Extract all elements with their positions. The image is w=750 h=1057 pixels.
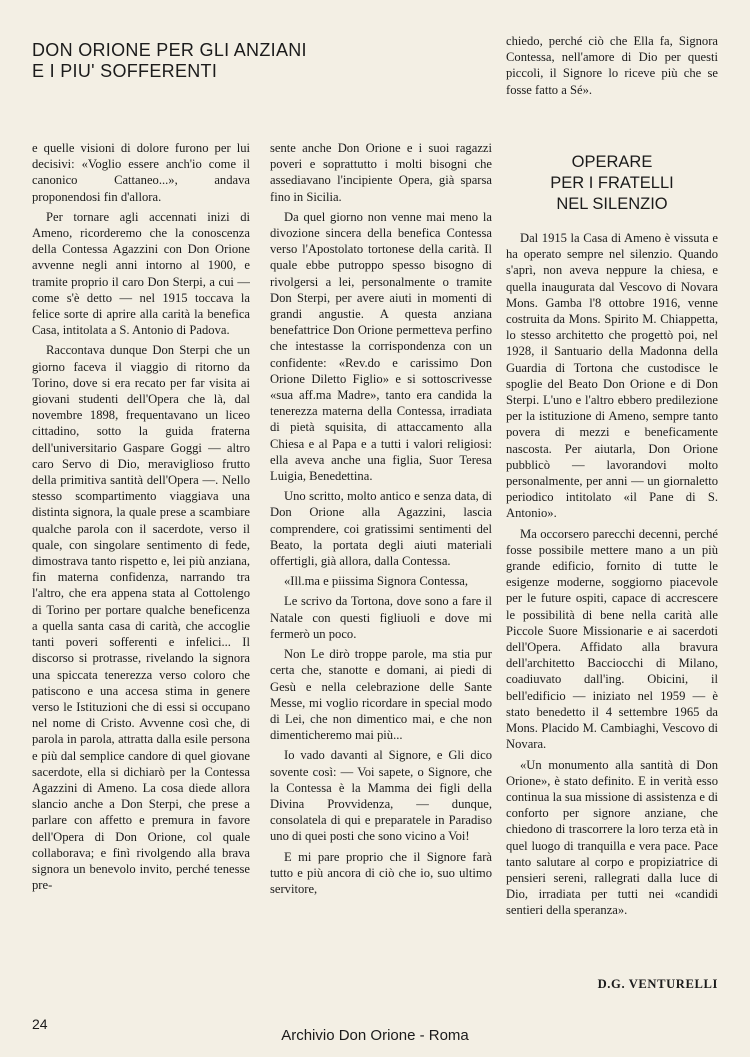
paragraph: Uno scritto, molto antico e senza data, di Don Orione alla Agazzini, lascia comprendere, coi gratissimi sentimenti del Beato, la portata degli aiuti materiali offertigli, già allora, dalla Contessa. xyxy=(270,489,492,569)
text-column-2 xyxy=(270,140,492,1000)
article-title-line2: E I PIU' SOFFERENTI xyxy=(32,61,218,81)
subheading-line2: PER I FRATELLI xyxy=(550,174,674,192)
paragraph: Da quel giorno non venne mai meno la divozione sincera della benefica Contessa verso l'Apostolato tortonese della carità. Il quale ebbe putroppo spesso bisogno di rivolgersi a lei, personalmente o tramite Don Sterpi, per avere aiuti in momenti di grandi angustie. A questa anziana benefattrice Don Orione permetteva perfino che intestasse la corrispondenza con un confidente: «Rev.do e carissimo Don Orione Diletto Figlio» e si sottoscrivesse «sua aff.ma Madre», tanto era candida la tenerezza materna della Contessa, irradiata di pietà squisita, di attaccamento alla Chiesa e al Papa e a tutti i valori religiosi: ella aveva anche una figlia, Suor Teresa Luigia, Benedettina. xyxy=(270,209,492,484)
letter-salutation: «Ill.ma e piissima Signora Contessa, xyxy=(284,574,468,589)
page-number: 24 xyxy=(32,1016,48,1032)
text-column-1 xyxy=(32,140,250,1000)
archive-footer: Archivio Don Orione - Roma xyxy=(281,1027,469,1044)
text-column-3-top xyxy=(506,33,718,102)
paragraph: Dal 1915 la Casa di Ameno è vissuta e ha operato sempre nel silenzio. Quando s'aprì, non aveva neppure la chiesa, e quella inaugurata dal Vescovo di Novara Mons. Gamba l'8 ottobre 1916, venne costruita da Mons. Spirito M. Chiappetta, lo stesso architetto che progettò poi, nel 1928, il Santuario della Madonna della Guardia di Tortona che custodisce le spoglie del Beato Don Orione e di Don Sterpi. L'uno e l'altro ebbero predilezione per la istituzione di Ameno, sempre tanto povera di mezzi e beneficamente nascosta. Per aiutarla, Don Orione pubblicò — lavorandovi molto personalmente, per anni — un giornaletto periodico intitolato «il Pane di S. Antonio». xyxy=(506,231,718,521)
paragraph: Le scrivo da Tortona, dove sono a fare il Natale con questi figliuoli e dove mi fermerò un poco. xyxy=(270,594,492,641)
author-signature: D.G. VENTURELLI xyxy=(597,977,718,991)
paragraph: E mi pare proprio che il Signore farà tutto e più ancora di ciò che io, suo ultimo servitore, xyxy=(270,849,492,896)
text-column-3 xyxy=(506,230,718,970)
article-title xyxy=(32,40,472,82)
paragraph: chiedo, perché ciò che Ella fa, Signora Contessa, nell'amore di Dio per questi piccoli, il Signore lo riceve più che se fosse fatto a Sé». xyxy=(506,34,718,97)
subheading-line3: NEL SILENZIO xyxy=(556,195,668,213)
paragraph: sente anche Don Orione e i suoi ragazzi poveri e soprattutto i molti bisogni che assediavano l'incipiente Opera, già sparsa fino in Sicilia. xyxy=(270,141,492,204)
paragraph: Raccontava dunque Don Sterpi che un giorno faceva il viaggio di ritorno da Torino, dove si era recato per far visita ai giovani studenti dell'Opera che là, dal novembre 1898, frequentavano un liceo cittadino, sotto la guida fraterna dell'universitario Gaspare Goggi — altro caro Servo di Dio, meraviglioso frutto della primitiva santità dell'Opera —. Nello stesso scompartimento viaggiava una distinta signora, la quale prese a scambiare qualche parola con il sacerdote, verso il quale, con singolare sentimento di fede, dimostrava tanto rispetto e, lei più anziana, fin materna confidenza, narrando tra l'altro, che era appena stata al Cottolengo di Torino per portare qualche beneficenza a quella santa casa di carità, che accoglie tanti poveri sofferenti e infelici... Il discorso si protrasse, rivelando la signora una spiccata tenerezza verso coloro che patiscono e una accesa stima in genere verso le Istituzioni che di essi si occupano nel nome di Cristo. Avvenne così che, di parola in parola, attratta dalla esile persona e più dal semplice candore di quel giovane sacerdote, ella si dichiarò per la Contessa Agazzini di Ameno. La cosa diede allora slancio anche a Don Sterpi, che prese a parlare con affetto e premura in favore dell'Opera di Don Orione, col quale collaborava; e finì rivolgendo alla brava signora un benevolo invito, perché tenesse pre- xyxy=(32,343,250,893)
paragraph: Io vado davanti al Signore, e Gli dico sovente così: — Voi sapete, o Signore, che la Contessa è la Mamma dei figli della Divina Provvidenza, — dunque, consolatela di qui e preparatele in Paradiso uno di quei posti che sono vicino a Voi! xyxy=(270,748,492,844)
section-subheading xyxy=(506,152,718,215)
subheading-line1: OPERARE xyxy=(571,153,653,171)
paragraph: Per tornare agli accennati inizi di Ameno, ricorderemo che la conoscenza della Contessa Agazzini con Don Orione avvenne negli anni intorno al 1900, e tramite proprio il caro Don Sterpi, a cui — come s'è detto — nel 1915 toccava la felice sorte di aprire alla carità la benefica Casa, intitolata a S. Antonio di Padova. xyxy=(32,209,250,338)
paragraph: «Un monumento alla santità di Don Orione», è stato definito. E in verità esso continua la sua missione di assistenza e di conforto per signore anziane, che chiedono di trascorrere la loro terza età in quel luogo di tranquilla e vera pace. Pace tanto salutare al corpo e propiziatrice di pensieri sereni, rallegrati dalla luce di Dio, irradiata per tutti nei «candidi sentieri della speranza». xyxy=(506,757,718,918)
paragraph: Ma occorsero parecchi decenni, perché fosse possibile mettere mano a un più grande edificio, fornito di tutte le esigenze moderne, soggiorno piacevole per le future ospiti, capace di accrescere le possibilità di bene nella carità alle Piccole Suore Missionarie e ai sacerdoti dell'Opera. Affidato alla bravura dell'architetto Bacciocchi di Milano, coadiuvato dall'ing. Obicini, il bell'edificio — iniziato nel 1959 — è stato benedetto il 4 settembre 1965 da Mons. Placido M. Cambiaghi, Vescovo di Novara. xyxy=(506,526,718,752)
paragraph: e quelle visioni di dolore furono per lui decisivi: «Voglio essere anch'io come il canonico Cattaneo...», andava proponendosi fin d'allora. xyxy=(32,141,250,204)
article-title-line1: DON ORIONE PER GLI ANZIANI xyxy=(32,40,307,60)
paragraph: Non Le dirò troppe parole, ma stia pur certa che, stanotte e domani, ai piedi di Gesù e nella celebrazione delle Sante Messe, mi voglio ricordare in special modo di Lei, che non dimentico mai, e che non dimenticheremo mai più... xyxy=(270,647,492,743)
